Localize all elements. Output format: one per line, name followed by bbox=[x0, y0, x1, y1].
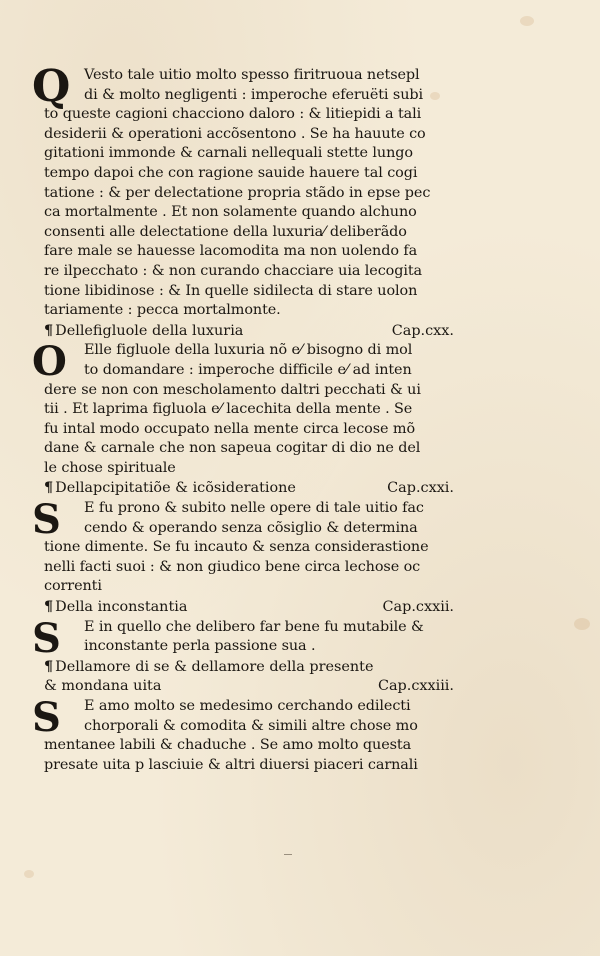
paper-stain bbox=[574, 618, 590, 630]
text-line: cendo & operando senza cõsiglio & determina bbox=[84, 519, 418, 536]
text-line: tione libidinose : & In quelle sidilecta di stare uolon bbox=[44, 282, 418, 299]
text-column bbox=[32, 61, 454, 775]
paragraph-5 bbox=[32, 694, 454, 775]
text-line: nelli facti suoi : & non giudico bene circa lechose oc bbox=[44, 558, 421, 575]
drop-cap-initial: O bbox=[32, 338, 67, 386]
text-line: tariamente : pecca mortalmonte. bbox=[44, 302, 281, 319]
text-line: re ilpecchato : & non curando chacciare uia lecogita bbox=[44, 262, 423, 279]
drop-cap-initial: Q bbox=[32, 61, 71, 112]
chapter-title-continued: & mondana uita bbox=[44, 678, 162, 695]
chapter-number: Cap.cxxiii. bbox=[377, 678, 454, 695]
text-line: dere se non con mescholamento daltri pecchati & ui bbox=[44, 381, 421, 398]
text-line: Vesto tale uitio molto spesso firitruoua netsepl bbox=[84, 67, 420, 83]
page-mark bbox=[284, 854, 292, 855]
text-line: gitationi immonde & carnali nellequali stette lungo bbox=[44, 145, 413, 162]
chapter-title: Dellefigluole della luxuria bbox=[55, 322, 244, 339]
drop-cap-initial: S bbox=[32, 614, 61, 662]
text-line: mentanee labili & chaduche . Se amo molto questa bbox=[44, 737, 412, 754]
paragraph-mark-icon: ¶ bbox=[44, 479, 54, 497]
text-line: to queste cagioni chacciono daloro : & litiepidi a tali bbox=[44, 106, 422, 123]
paper-stain bbox=[24, 870, 34, 878]
text-line: Elle figluole della luxuria nõ e⁄ bisogno di mol bbox=[84, 342, 413, 359]
paragraph-1 bbox=[32, 61, 454, 321]
text-line: di & molto negligenti : imperoche eferuëti subi bbox=[84, 86, 423, 103]
paragraph-3 bbox=[32, 496, 454, 597]
chapter-heading-continued bbox=[44, 677, 454, 697]
chapter-number: Cap.cxxii. bbox=[382, 599, 454, 616]
text-line: fare male se hauesse lacomodita ma non uolendo fa bbox=[44, 243, 418, 260]
drop-cap-initial: S bbox=[32, 496, 61, 544]
chapter-title: Dellamore di se & dellamore della presente bbox=[55, 658, 374, 675]
chapter-title: Dellapcipitatiõe & icõsideratione bbox=[55, 480, 296, 497]
paper-stain bbox=[520, 16, 534, 26]
paragraph-mark-icon: ¶ bbox=[44, 657, 54, 675]
text-line: to domandare : imperoche difficile e⁄ ad inten bbox=[84, 361, 412, 378]
text-line: correnti bbox=[44, 578, 102, 595]
text-line: tii . Et laprima figluola e⁄ lacechita della mente . Se bbox=[44, 401, 413, 418]
paragraph-4 bbox=[32, 614, 454, 662]
text-line: inconstante perla passione sua . bbox=[84, 638, 316, 655]
chapter-number: Cap.cxx. bbox=[391, 322, 454, 339]
chapter-number: Cap.cxxi. bbox=[387, 480, 454, 497]
text-line: dane & carnale che non sapeua cogitar di dio ne del bbox=[44, 440, 421, 457]
text-line: E fu prono & subito nelle opere di tale uitio fac bbox=[84, 500, 424, 517]
text-line: chorporali & comodita & simili altre chose mo bbox=[84, 717, 418, 734]
text-line: tione dimente. Se fu incauto & senza considerastione bbox=[44, 539, 429, 556]
text-line: E amo molto se medesimo cerchando edilecti bbox=[84, 698, 411, 714]
chapter-heading bbox=[44, 478, 454, 499]
text-line: tempo dapoi che con ragione sauide hauere tal cogi bbox=[44, 164, 418, 181]
text-line: desiderii & operationi accõsentono . Se ha hauute co bbox=[44, 125, 426, 142]
text-line: fu intal modo occupato nella mente circa lecose mõ bbox=[44, 420, 416, 437]
chapter-heading bbox=[44, 597, 454, 618]
text-line: consenti alle delectatione della luxuria⁄ deliberãdo bbox=[44, 223, 407, 240]
chapter-title: Della inconstantia bbox=[55, 599, 188, 616]
text-line: tatione : & per delectatione propria stãdo in epse pec bbox=[44, 184, 431, 201]
paragraph-mark-icon: ¶ bbox=[44, 598, 54, 616]
text-line: E in quello che delibero far bene fu mutabile & bbox=[84, 618, 424, 635]
chapter-heading bbox=[44, 321, 454, 342]
text-line: le chose spirituale bbox=[44, 459, 176, 476]
paragraph-mark-icon: ¶ bbox=[44, 321, 54, 339]
text-line: ca mortalmente . Et non solamente quando alchuno bbox=[44, 204, 417, 221]
drop-cap-initial: S bbox=[32, 694, 61, 741]
text-line: presate uita p lasciuie & altri diuersi piaceri carnali bbox=[44, 756, 418, 773]
paragraph-2 bbox=[32, 338, 454, 478]
chapter-heading bbox=[44, 657, 454, 678]
